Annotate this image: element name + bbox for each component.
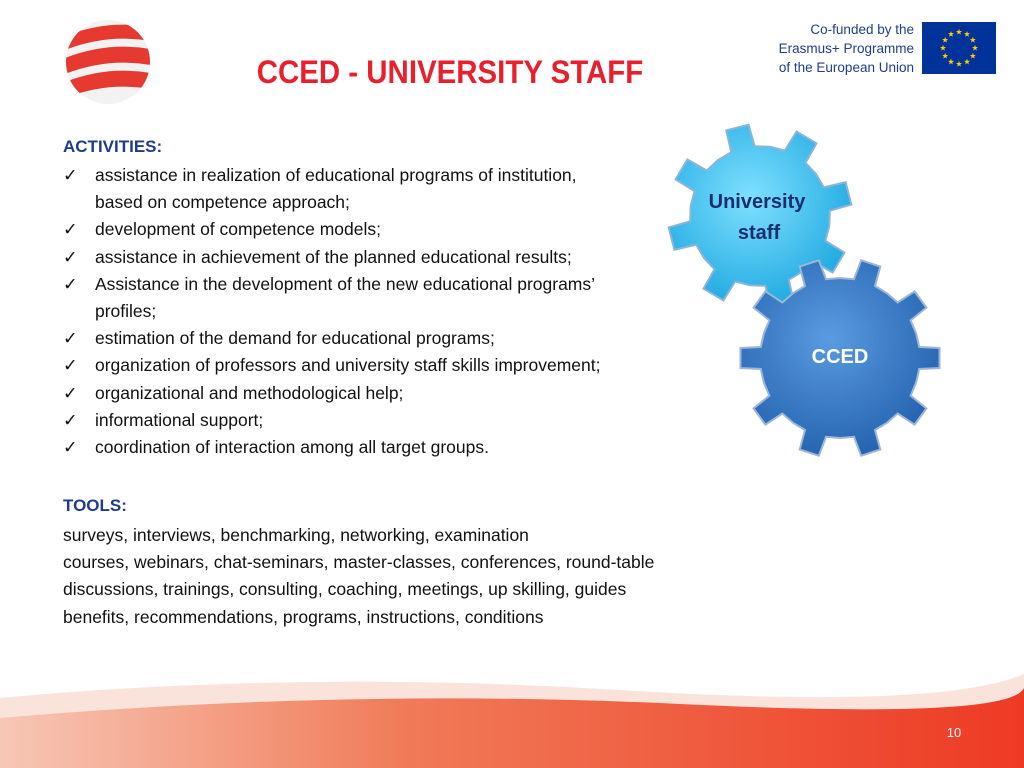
tools-line: surveys, interviews, benchmarking, networking, examination	[63, 525, 529, 545]
check-icon: ✓	[63, 437, 78, 458]
gear-bottom-label: CCED	[811, 346, 869, 368]
gear-top-label-line2: staff	[737, 222, 781, 244]
activities-list	[63, 162, 723, 461]
list-item-text: estimation of the demand for educational programs;	[95, 328, 495, 349]
activities-heading: ACTIVITIES:	[63, 137, 163, 156]
gear-top-label-line1: University	[708, 191, 806, 213]
list-item-continuation	[63, 189, 723, 216]
list-item	[63, 325, 723, 352]
eu-flag-icon	[922, 22, 996, 74]
check-icon: ✓	[63, 165, 78, 185]
list-item	[63, 380, 723, 407]
check-icon: ✓	[63, 382, 78, 403]
list-item-text: assistance in realization of educational programs of institution,	[95, 165, 577, 185]
eu-line-3: of the European Union	[778, 60, 914, 75]
list-item-continuation	[63, 298, 723, 325]
list-item	[63, 407, 723, 434]
list-item-text: Assistance in the development of the new educational programs’	[95, 273, 596, 294]
list-item-text: coordination of interaction among all target groups.	[95, 437, 489, 458]
list-item-text: assistance in achievement of the planned educational results;	[95, 246, 572, 267]
list-item-text: profiles;	[95, 301, 157, 322]
check-icon: ✓	[63, 409, 78, 430]
list-item-text: based on competence approach;	[95, 192, 350, 213]
check-icon: ✓	[63, 246, 78, 267]
list-item	[63, 244, 723, 271]
tools-line: courses, webinars, chat-seminars, master-classes, conferences, round-table	[63, 552, 655, 573]
tools-line: discussions, trainings, consulting, coaching, meetings, up skilling, guides	[63, 579, 627, 600]
gears-diagram	[660, 118, 960, 478]
check-icon: ✓	[63, 273, 78, 294]
list-item-text: organization of professors and university staff skills improvement;	[95, 355, 601, 376]
list-item	[63, 271, 723, 298]
page-title: CCED - UNIVERSITY STAFF	[256, 54, 644, 90]
eu-cofunding-text	[754, 20, 914, 77]
list-item-text: organizational and methodological help;	[95, 382, 404, 403]
list-item-text: informational support;	[95, 409, 264, 430]
tools-text	[63, 522, 783, 631]
eu-line-1: Co-funded by the	[810, 22, 914, 37]
tools-line: benefits, recommendations, programs, instructions, conditions	[63, 606, 544, 627]
list-item	[63, 352, 723, 379]
footer-wave	[0, 660, 1024, 768]
list-item	[63, 162, 723, 189]
check-icon: ✓	[63, 355, 78, 376]
list-item-text: development of competence models;	[95, 219, 381, 240]
check-icon: ✓	[63, 219, 78, 240]
check-icon: ✓	[63, 328, 78, 349]
list-item	[63, 434, 723, 461]
eu-line-2: Erasmus+ Programme	[778, 41, 914, 56]
list-item	[63, 216, 723, 243]
tools-heading: TOOLS:	[63, 496, 127, 515]
page-number: 10	[946, 725, 962, 740]
